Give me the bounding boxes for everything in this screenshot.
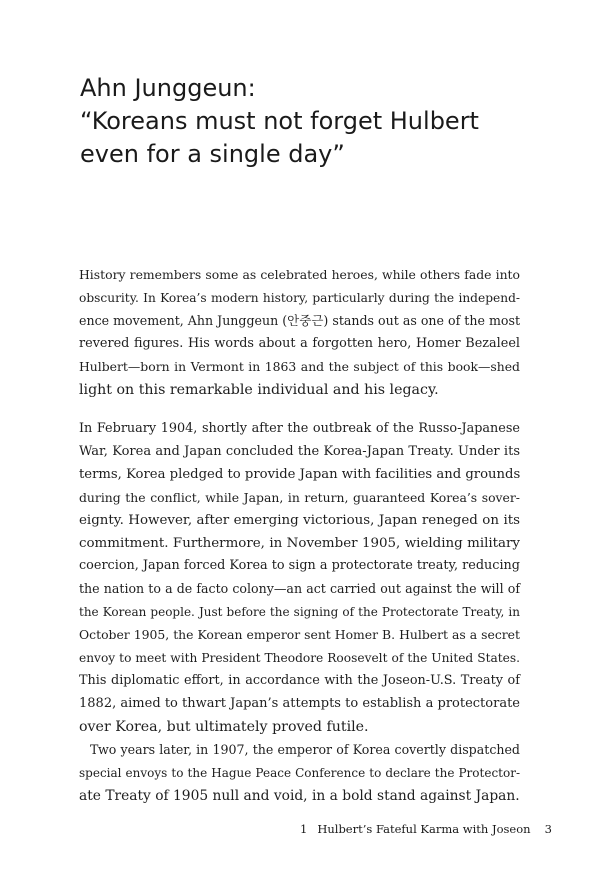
page-number: 3 xyxy=(544,822,552,836)
text-line: the nation to a de facto colony—an act carried out against the will of xyxy=(79,581,520,597)
text-line: eignty. However, after emerging victorious, Japan reneged on its xyxy=(79,512,520,528)
text-line xyxy=(79,310,520,333)
running-footer xyxy=(300,822,552,836)
text-line: commitment. Furthermore, in November 1905, wielding military xyxy=(79,535,520,551)
text-fragment: ence movement, Ahn Junggeun ( xyxy=(79,312,288,328)
chapter-title-footer: Hulbert’s Fateful Karma with Joseon xyxy=(317,822,531,836)
text-line: obscurity. In Korea’s modern history, particularly during the independ- xyxy=(79,290,520,305)
text-line: over Korea, but ultimately proved futile. xyxy=(79,718,369,735)
text-line: Hulbert—born in Vermont in 1863 and the subject of this book—shed xyxy=(79,358,520,374)
text-line: the Korean people. Just before the signing of the Protectorate Treaty, in xyxy=(79,605,520,620)
korean-name: 안중근 xyxy=(287,312,324,328)
chapter-title xyxy=(80,72,540,171)
chapter-number: 1 xyxy=(300,822,308,836)
text-line: ate Treaty of 1905 null and void, in a bold stand against Japan. xyxy=(79,787,520,804)
title-line: even for a single day” xyxy=(80,140,345,168)
text-line: In February 1904, shortly after the outbreak of the Russo-Japanese xyxy=(79,421,520,436)
title-line: “Koreans must not forget Hulbert xyxy=(80,107,479,135)
text-line: 1882, aimed to thwart Japan’s attempts to establish a protectorate xyxy=(79,695,520,711)
text-line: October 1905, the Korean emperor sent Homer B. Hulbert as a secret xyxy=(79,627,520,643)
text-line: Two years later, in 1907, the emperor of Korea covertly dispatched xyxy=(90,741,520,757)
text-line: light on this remarkable individual and his legacy. xyxy=(79,381,439,398)
text-line: This diplomatic effort, in accordance with the Joseon-U.S. Treaty of xyxy=(79,672,520,688)
text-line: during the conflict, while Japan, in return, guaranteed Korea’s sover- xyxy=(79,489,520,505)
text-line: special envoys to the Hague Peace Conference to declare the Protector- xyxy=(79,765,520,780)
body-paragraph xyxy=(79,418,520,807)
text-line: envoy to meet with President Theodore Roosevelt of the United States. xyxy=(79,651,520,666)
title-line: Ahn Junggeun: xyxy=(80,74,256,102)
text-line: History remembers some as celebrated heroes, while others fade into xyxy=(79,267,520,282)
text-line: coercion, Japan forced Korea to sign a protectorate treaty, reducing xyxy=(79,558,520,574)
intro-paragraph xyxy=(79,264,520,401)
text-fragment: ) stands out as one of the most xyxy=(323,312,521,328)
text-line: terms, Korea pledged to provide Japan with facilities and grounds xyxy=(79,466,521,482)
text-line: revered figures. His words about a forgotten hero, Homer Bezaleel xyxy=(79,335,520,351)
text-line: War, Korea and Japan concluded the Korea-Japan Treaty. Under its xyxy=(79,443,520,459)
